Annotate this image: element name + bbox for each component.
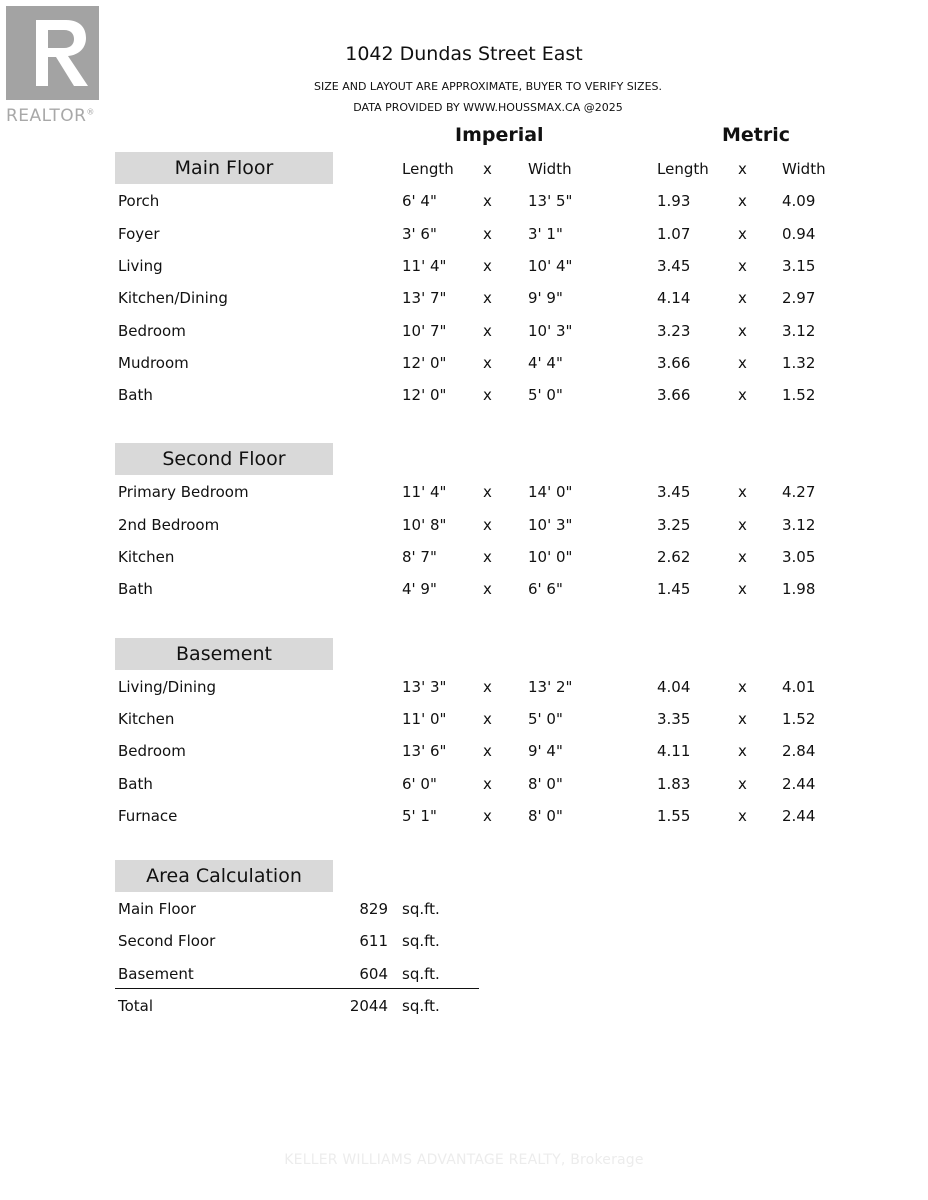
metric-width: 3.05 [782,548,816,566]
room-name: Kitchen/Dining [118,289,228,307]
room-name: Living [118,257,163,275]
imperial-width: 14' 0" [528,483,573,501]
metric-length: 3.66 [657,354,691,372]
times-sign: x [738,807,747,825]
metric-width: 4.27 [782,483,816,501]
imperial-length: 3' 6" [402,225,437,243]
metric-width: 4.09 [782,192,816,210]
area-row [0,900,928,924]
room-name: Kitchen [118,710,175,728]
times-sign: x [738,483,747,501]
room-name: Primary Bedroom [118,483,249,501]
metric-length: 3.66 [657,386,691,404]
section-header-second-floor: Second Floor [115,443,333,475]
metric-x-label: x [738,160,747,178]
times-sign: x [483,386,492,404]
metric-length: 3.25 [657,516,691,534]
times-sign: x [738,775,747,793]
room-row [0,322,928,346]
times-sign: x [738,354,747,372]
imperial-length-label: Length [402,160,454,178]
imperial-width-label: Width [528,160,572,178]
times-sign: x [483,257,492,275]
times-sign: x [483,678,492,696]
brokerage-watermark: KELLER WILLIAMS ADVANTAGE REALTY, Brokerage [284,1152,644,1168]
metric-width: 3.12 [782,516,816,534]
metric-length: 3.45 [657,483,691,501]
metric-width-label: Width [782,160,826,178]
times-sign: x [483,710,492,728]
times-sign: x [738,225,747,243]
room-row [0,386,928,410]
times-sign: x [738,548,747,566]
imperial-width: 10' 0" [528,548,573,566]
imperial-width: 5' 0" [528,386,563,404]
room-row [0,192,928,216]
imperial-length: 12' 0" [402,386,447,404]
area-name: Main Floor [118,900,196,918]
area-unit: sq.ft. [402,965,440,983]
times-sign: x [483,807,492,825]
imperial-width: 4' 4" [528,354,563,372]
imperial-length: 8' 7" [402,548,437,566]
room-row [0,354,928,378]
metric-length: 1.07 [657,225,691,243]
imperial-length: 5' 1" [402,807,437,825]
times-sign: x [738,580,747,598]
imperial-width: 13' 2" [528,678,573,696]
metric-width: 1.52 [782,710,816,728]
room-name: Mudroom [118,354,189,372]
imperial-heading: Imperial [455,124,544,146]
metric-width: 4.01 [782,678,816,696]
area-value: 829 [359,900,388,918]
data-source-note: DATA PROVIDED BY WWW.HOUSSMAX.CA @2025 [353,101,623,114]
metric-length: 4.04 [657,678,691,696]
times-sign: x [483,322,492,340]
room-row [0,257,928,281]
room-row [0,807,928,831]
area-value: 604 [359,965,388,983]
metric-width: 0.94 [782,225,816,243]
room-name: Living/Dining [118,678,217,696]
room-name: Furnace [118,807,178,825]
times-sign: x [738,742,747,760]
imperial-length: 10' 7" [402,322,447,340]
times-sign: x [738,322,747,340]
times-sign: x [483,775,492,793]
section-header-main-floor: Main Floor [115,152,333,184]
room-name: Bedroom [118,742,186,760]
times-sign: x [738,289,747,307]
times-sign: x [738,192,747,210]
imperial-length: 11' 4" [402,483,447,501]
imperial-width: 3' 1" [528,225,563,243]
metric-width: 2.97 [782,289,816,307]
imperial-width: 5' 0" [528,710,563,728]
times-sign: x [738,257,747,275]
metric-length-label: Length [657,160,709,178]
metric-length: 1.45 [657,580,691,598]
imperial-length: 10' 8" [402,516,447,534]
metric-width: 1.98 [782,580,816,598]
room-row [0,742,928,766]
imperial-length: 6' 4" [402,192,437,210]
room-row [0,580,928,604]
area-name: Basement [118,965,194,983]
imperial-length: 4' 9" [402,580,437,598]
property-title: 1042 Dundas Street East [345,43,583,65]
room-name: Bath [118,580,153,598]
area-value: 611 [359,932,388,950]
imperial-width: 9' 4" [528,742,563,760]
room-row [0,775,928,799]
area-row [0,932,928,956]
room-name: Bath [118,386,153,404]
imperial-length: 13' 3" [402,678,447,696]
times-sign: x [483,192,492,210]
area-total-row [0,997,928,1021]
times-sign: x [483,225,492,243]
metric-length: 1.55 [657,807,691,825]
room-name: Bath [118,775,153,793]
room-name: Foyer [118,225,160,243]
times-sign: x [483,742,492,760]
area-row [0,965,928,989]
times-sign: x [483,354,492,372]
imperial-width: 9' 9" [528,289,563,307]
metric-width: 3.12 [782,322,816,340]
imperial-length: 13' 6" [402,742,447,760]
metric-length: 3.35 [657,710,691,728]
imperial-width: 13' 5" [528,192,573,210]
room-name: Kitchen [118,548,175,566]
realtor-wordmark: REALTOR® [6,106,95,126]
area-unit: sq.ft. [402,900,440,918]
times-sign: x [738,386,747,404]
times-sign: x [738,710,747,728]
metric-length: 4.11 [657,742,691,760]
metric-length: 3.45 [657,257,691,275]
imperial-width: 6' 6" [528,580,563,598]
room-name: Bedroom [118,322,186,340]
room-row [0,483,928,507]
times-sign: x [738,678,747,696]
imperial-length: 6' 0" [402,775,437,793]
metric-length: 2.62 [657,548,691,566]
times-sign: x [483,516,492,534]
times-sign: x [483,580,492,598]
metric-length: 1.83 [657,775,691,793]
imperial-width: 8' 0" [528,775,563,793]
room-row [0,710,928,734]
disclaimer-note: SIZE AND LAYOUT ARE APPROXIMATE, BUYER TO VERIFY SIZES. [313,80,662,93]
metric-length: 4.14 [657,289,691,307]
room-name: Porch [118,192,160,210]
imperial-length: 12' 0" [402,354,447,372]
metric-width: 2.84 [782,742,816,760]
section-header-area-calculation: Area Calculation [115,860,333,892]
room-row [0,289,928,313]
room-row [0,678,928,702]
room-name: 2nd Bedroom [118,516,220,534]
imperial-x-label: x [483,160,492,178]
metric-width: 1.32 [782,354,816,372]
total-value: 2044 [349,997,388,1015]
room-row [0,516,928,540]
metric-length: 1.93 [657,192,691,210]
room-row [0,225,928,249]
section-header-basement: Basement [115,638,333,670]
total-divider [115,988,479,989]
metric-width: 2.44 [782,775,816,793]
total-label: Total [118,997,154,1015]
imperial-length: 13' 7" [402,289,447,307]
area-unit: sq.ft. [402,932,440,950]
area-name: Second Floor [118,932,216,950]
imperial-length: 11' 0" [402,710,447,728]
times-sign: x [483,483,492,501]
times-sign: x [738,516,747,534]
metric-length: 3.23 [657,322,691,340]
metric-width: 1.52 [782,386,816,404]
metric-width: 3.15 [782,257,816,275]
imperial-length: 11' 4" [402,257,447,275]
total-unit: sq.ft. [402,997,440,1015]
metric-width: 2.44 [782,807,816,825]
imperial-width: 10' 3" [528,516,573,534]
imperial-width: 10' 4" [528,257,573,275]
imperial-width: 8' 0" [528,807,563,825]
metric-heading: Metric [722,124,791,146]
times-sign: x [483,289,492,307]
room-row [0,548,928,572]
imperial-width: 10' 3" [528,322,573,340]
times-sign: x [483,548,492,566]
